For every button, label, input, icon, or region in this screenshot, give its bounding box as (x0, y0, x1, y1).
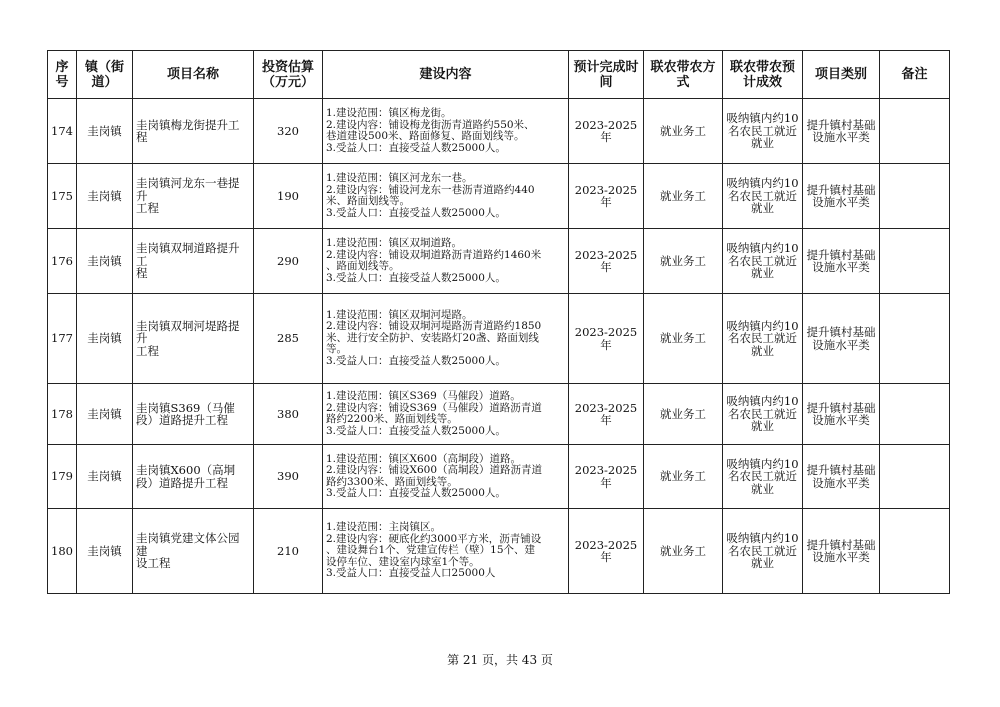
cell-category-line: 设施水平类 (812, 550, 870, 564)
cell-effect-line: 名农民工就近 (728, 543, 797, 558)
cell-category-line: 设施水平类 (812, 475, 870, 490)
col-header-invest-line: 投资估算 (261, 59, 314, 75)
cell-mode: 就业务工 (644, 509, 723, 594)
cell-effect-line: 就业 (751, 343, 774, 358)
cell-category-line: 提升镇村基础 (806, 325, 876, 339)
cell-town: 圭岗镇 (77, 445, 133, 509)
col-header-town (77, 51, 133, 99)
table-row (48, 294, 950, 384)
cell-project-name-line: 设工程 (136, 556, 171, 571)
cell-category (803, 229, 880, 294)
cell-project-name-line: 圭岗镇河龙东一巷提升 (136, 176, 240, 203)
cell-effect-line: 名农民工就近 (728, 123, 797, 138)
cell-time: 2023-2025年 (569, 229, 644, 294)
cell-content-line: 3.受益人口：直接受益人数25000人。 (326, 424, 506, 437)
cell-project-name-line: 圭岗镇S369（马催 (136, 400, 235, 415)
cell-category-line: 提升镇村基础 (806, 247, 876, 262)
cell-content-line: 1.建设范围：镇区X600（高垌段）道路。 (326, 452, 522, 465)
col-header-category (803, 51, 880, 99)
cell-content-line: 1.建设范围：镇区双垌河堤路。 (326, 308, 473, 321)
col-header-no-line: 号 (55, 74, 69, 90)
cell-town: 圭岗镇 (77, 384, 133, 445)
cell-effect-line: 吸纳镇内约10 (726, 456, 799, 471)
col-header-category-line: 项目类别 (814, 67, 867, 82)
cell-effect (723, 294, 803, 384)
cell-effect-line: 吸纳镇内约10 (726, 531, 799, 546)
cell-content-line: 等。 (326, 343, 347, 356)
col-header-name (133, 51, 254, 99)
cell-content (323, 445, 569, 509)
cell-note (880, 164, 950, 229)
cell-content-line: 米、路面划线等。 (326, 195, 410, 207)
cell-content-line: 3.受益人口：直接受益人数25000人。 (326, 354, 506, 367)
cell-effect-line: 就业 (751, 136, 774, 151)
cell-content-line: 2.建设内容：铺设X600（高垌段）道路沥青道 (326, 464, 543, 476)
cell-content-line: 米、进行安全防护、安装路灯20盏、路面划线 (326, 331, 539, 344)
cell-content-line: 1.建设范围：镇区河龙东一巷。 (326, 172, 473, 184)
cell-note (880, 99, 950, 164)
cell-invest: 285 (254, 294, 323, 384)
col-header-invest (254, 51, 323, 99)
cell-category-line: 提升镇村基础 (806, 117, 876, 132)
cell-project-name (133, 229, 254, 294)
cell-content (323, 384, 569, 445)
col-header-note-line: 备注 (901, 67, 928, 82)
cell-category-line: 设施水平类 (812, 130, 870, 144)
col-header-mode-line: 式 (676, 74, 690, 90)
cell-note (880, 509, 950, 594)
cell-effect-line: 吸纳镇内约10 (726, 176, 799, 191)
table-row (48, 384, 950, 445)
cell-project-name (133, 384, 254, 445)
cell-project-name-line: 工程 (136, 343, 159, 358)
cell-effect-line: 就业 (751, 201, 774, 216)
cell-content-line: 路约2200米、路面划线等。 (326, 413, 458, 425)
table-row (48, 445, 950, 509)
col-header-no (48, 51, 77, 99)
cell-mode: 就业务工 (644, 445, 723, 509)
cell-project-name-line: 圭岗镇双垌河堤路提升 (136, 318, 240, 346)
cell-content-line: 2.建设内容：铺设河龙东一巷沥青道路约440 (326, 183, 535, 196)
col-header-no-line: 序 (55, 59, 69, 75)
cell-content-line: 3.受益人口：直接受益人数25000人。 (326, 271, 506, 284)
cell-no: 179 (48, 445, 77, 509)
cell-project-name (133, 164, 254, 229)
cell-project-name-line: 工程 (136, 201, 159, 216)
col-header-town-line: 道） (91, 74, 118, 90)
cell-town: 圭岗镇 (77, 509, 133, 594)
cell-project-name (133, 445, 254, 509)
col-header-effect-line: 计成效 (742, 74, 782, 90)
cell-category-line: 提升镇村基础 (806, 537, 876, 552)
cell-content-line: 1.建设范围：镇区双垌道路。 (326, 237, 463, 249)
cell-town: 圭岗镇 (77, 99, 133, 164)
cell-invest: 380 (254, 384, 323, 445)
col-header-time-line: 预计完成时 (573, 59, 639, 75)
cell-project-name-line: 圭岗镇梅龙街提升工程 (136, 117, 240, 144)
cell-content-line: 、路面划线等。 (326, 260, 400, 272)
cell-effect-line: 名农民工就近 (728, 331, 797, 346)
cell-effect-line: 就业 (751, 556, 774, 571)
cell-effect-line: 名农民工就近 (728, 253, 797, 268)
cell-content-line: 3.受益人口：直接受益人数25000人。 (326, 487, 506, 499)
cell-time: 2023-2025年 (569, 99, 644, 164)
cell-effect (723, 229, 803, 294)
cell-mode: 就业务工 (644, 384, 723, 445)
cell-time: 2023-2025年 (569, 509, 644, 594)
cell-note (880, 294, 950, 384)
cell-effect (723, 164, 803, 229)
cell-effect-line: 名农民工就近 (728, 469, 797, 484)
cell-invest: 210 (254, 509, 323, 594)
cell-effect-line: 就业 (751, 419, 774, 434)
cell-category (803, 164, 880, 229)
cell-effect (723, 99, 803, 164)
cell-content-line: 、建设舞台1个、党建宣传栏（壁）15个、建 (326, 544, 536, 557)
cell-content-line: 2.建设内容：铺设S369（马催段）道路沥青道 (326, 401, 542, 414)
cell-category-line: 设施水平类 (812, 337, 870, 352)
cell-project-name (133, 99, 254, 164)
col-header-time (569, 51, 644, 99)
cell-mode: 就业务工 (644, 99, 723, 164)
table-row (48, 164, 950, 229)
cell-content (323, 99, 569, 164)
cell-project-name-line: 圭岗镇党建文体公园建 (136, 531, 240, 558)
cell-no: 177 (48, 294, 77, 384)
cell-content (323, 164, 569, 229)
col-header-note (880, 51, 950, 99)
cell-no: 176 (48, 229, 77, 294)
cell-category (803, 99, 880, 164)
cell-invest: 190 (254, 164, 323, 229)
cell-category (803, 294, 880, 384)
cell-effect-line: 就业 (751, 481, 774, 496)
cell-category-line: 提升镇村基础 (806, 463, 876, 477)
cell-content-line: 2.建设内容：硬底化约3000平方米，沥青铺设 (326, 532, 542, 545)
col-header-mode-line: 联农带农方 (650, 59, 716, 75)
cell-note (880, 229, 950, 294)
cell-no: 178 (48, 384, 77, 445)
cell-project-name-line: 程 (136, 266, 148, 281)
col-header-effect (723, 51, 803, 99)
cell-content-line: 2.建设内容：铺设梅龙街沥青道路约550米、 (326, 118, 535, 131)
cell-category-line: 提升镇村基础 (806, 182, 876, 197)
cell-time: 2023-2025年 (569, 445, 644, 509)
cell-category-line: 设施水平类 (812, 260, 870, 274)
cell-mode: 就业务工 (644, 229, 723, 294)
cell-invest: 390 (254, 445, 323, 509)
cell-project-name (133, 509, 254, 594)
cell-content-line: 3.受益人口：直接受益人口25000人 (326, 567, 496, 580)
cell-town: 圭岗镇 (77, 164, 133, 229)
col-header-town-line: 镇（街 (84, 59, 124, 75)
cell-content-line: 巷道建设500米、路面修复、路面划线等。 (326, 130, 525, 142)
cell-content-line: 3.受益人口：直接受益人数25000人。 (326, 206, 506, 219)
cell-content (323, 229, 569, 294)
col-header-invest-line: （万元） (261, 74, 314, 90)
cell-mode: 就业务工 (644, 294, 723, 384)
cell-effect-line: 吸纳镇内约10 (726, 394, 799, 409)
table-row (48, 509, 950, 594)
cell-project-name-line: 段）道路提升工程 (136, 475, 228, 490)
col-header-content-line: 建设内容 (419, 67, 472, 82)
cell-effect-line: 吸纳镇内约10 (726, 318, 799, 333)
cell-town: 圭岗镇 (77, 229, 133, 294)
cell-category-line: 设施水平类 (812, 413, 870, 427)
table-row (48, 99, 950, 164)
cell-content-line: 1.建设范围：镇区S369（马催段）道路。 (326, 390, 521, 402)
project-table (47, 50, 950, 594)
cell-effect (723, 509, 803, 594)
cell-content (323, 509, 569, 594)
cell-category (803, 384, 880, 445)
cell-content-line: 路约3300米、路面划线等。 (326, 475, 458, 488)
table-row (48, 229, 950, 294)
cell-effect-line: 名农民工就近 (728, 188, 797, 203)
cell-content-line: 2.建设内容：铺设双垌道路沥青道路约1460米 (326, 248, 542, 261)
cell-no: 175 (48, 164, 77, 229)
cell-town: 圭岗镇 (77, 294, 133, 384)
cell-category (803, 445, 880, 509)
cell-invest: 290 (254, 229, 323, 294)
cell-invest: 320 (254, 99, 323, 164)
cell-content-line: 1.建设范围：镇区梅龙街。 (326, 107, 452, 119)
header-row (48, 51, 950, 99)
cell-project-name (133, 294, 254, 384)
cell-effect-line: 吸纳镇内约10 (726, 241, 799, 256)
cell-content (323, 294, 569, 384)
cell-time: 2023-2025年 (569, 384, 644, 445)
cell-effect (723, 445, 803, 509)
cell-project-name-line: 圭岗镇双垌道路提升工 (136, 241, 240, 268)
page-number: 第 21 页，共 43 页 (447, 653, 553, 667)
cell-category-line: 设施水平类 (812, 195, 870, 209)
cell-content-line: 2.建设内容：铺设双垌河堤路沥青道路约1850 (326, 320, 542, 333)
cell-note (880, 445, 950, 509)
cell-note (880, 384, 950, 445)
cell-no: 180 (48, 509, 77, 594)
cell-mode: 就业务工 (644, 164, 723, 229)
cell-effect-line: 名农民工就近 (728, 406, 797, 421)
cell-no: 174 (48, 99, 77, 164)
col-header-mode (644, 51, 723, 99)
col-header-effect-line: 联农带农预 (729, 59, 795, 75)
cell-project-name-line: 段）道路提升工程 (136, 413, 228, 427)
cell-category-line: 提升镇村基础 (806, 400, 876, 415)
cell-time: 2023-2025年 (569, 294, 644, 384)
page-footer (0, 651, 1000, 668)
cell-effect (723, 384, 803, 445)
cell-category (803, 509, 880, 594)
cell-content-line: 3.受益人口：直接受益人数25000人。 (326, 141, 506, 154)
col-header-content (323, 51, 569, 99)
cell-effect-line: 就业 (751, 266, 774, 281)
cell-project-name-line: 圭岗镇X600（高垌 (136, 463, 236, 477)
cell-effect-line: 吸纳镇内约10 (726, 111, 799, 126)
cell-time: 2023-2025年 (569, 164, 644, 229)
col-header-name-line: 项目名称 (166, 67, 219, 82)
cell-content-line: 设停车位、建设室内球室1个等。 (326, 555, 480, 568)
cell-content-line: 1.建设范围：主岗镇区。 (326, 521, 442, 534)
col-header-time-line: 间 (599, 74, 613, 90)
